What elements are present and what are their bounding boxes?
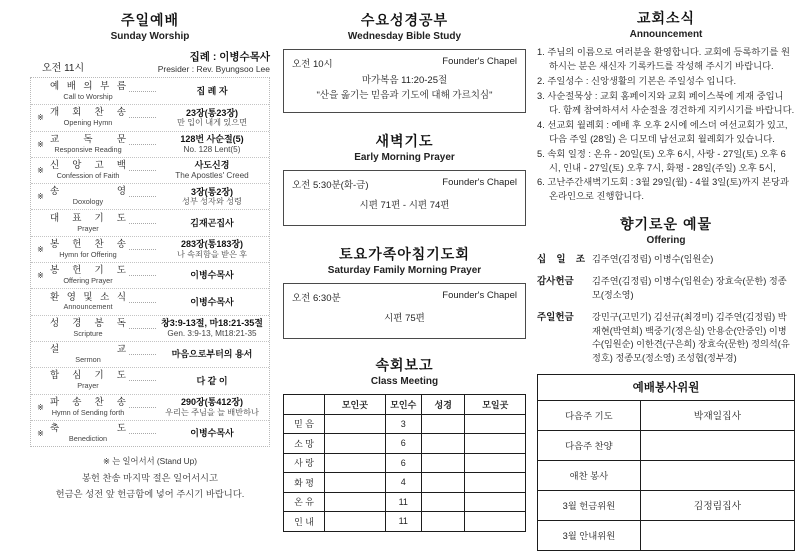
committee-label: 다음주 기도 (538, 400, 641, 430)
item-label-en: Prayer (77, 223, 99, 233)
header-bible: 성경 (421, 394, 465, 414)
dotted-leader (129, 91, 156, 92)
early-box (283, 170, 526, 226)
wednesday-title-en: Wednesday Bible Study (347, 31, 462, 42)
presider (158, 49, 270, 74)
stand-mark: ※ (37, 271, 44, 281)
saturday-box (283, 283, 526, 339)
presider-ko: 집례 : 이병수목사 (189, 51, 270, 63)
worship-row-offering-prayer (31, 262, 269, 288)
early-place: Founder's Chapel (442, 176, 517, 188)
item-label-ko: 합 심 기 도 (50, 370, 126, 382)
item-subvalue: No. 128 Lent(5) (183, 144, 241, 154)
header-blank (284, 394, 325, 414)
saturday-passage: 시편 75편 (384, 312, 425, 324)
item-subvalue: The Apostles' Creed (175, 171, 249, 181)
wednesday-time: 오전 10시 (292, 59, 333, 70)
item-label-ko: 환 영 및 소 식 (50, 291, 126, 303)
item-value: 김재곤집사 (190, 217, 234, 228)
item-value: 283장(통183장) (180, 239, 244, 250)
announcement-item: 5. 속회 일정 : 온유 - 20일(토) 오후 6시, 사랑 - 27일(토) 오후 6시, 인내 - 27일(토) 오후 7시, 화평 - 28일(주일) 오후 5시, (537, 148, 786, 173)
committee-row-next-praise (538, 430, 795, 460)
offering-box-note: 헌금은 성전 앞 헌금함에 넣어 주시기 바랍니다. (55, 489, 245, 500)
class-row-love (284, 453, 526, 473)
dotted-leader (129, 302, 156, 303)
dotted-leader (129, 223, 156, 224)
class-count: 11 (385, 492, 421, 512)
class-name: 온 유 (284, 492, 325, 512)
announcement-list (537, 46, 795, 204)
worship-footnotes (30, 455, 270, 500)
announcement-item: 2. 주일성수 : 신앙생활의 기본은 주일성수 입니다. (537, 75, 737, 86)
news-title-en: Announcement (629, 29, 703, 40)
worship-row-prayer (31, 209, 269, 235)
item-label-ko: 봉 헌 찬 송 (50, 238, 126, 250)
item-label-en: Offering Prayer (63, 276, 113, 286)
committee-row-march-offering (538, 490, 795, 520)
worship-row-united-prayer (31, 367, 269, 393)
announcement-item: 3. 사순절묵상 : 교회 홈페이지와 교회 페이스북에 게재 중입니다. 함께 참여하셔서 사순절을 경건하게 지키시기를 바랍니다. (537, 90, 795, 115)
item-value: 다 같 이 (196, 375, 228, 386)
committee-label: 다음주 찬양 (538, 430, 641, 460)
committee-value: 김정림집사 (640, 490, 794, 520)
dotted-leader (129, 196, 156, 197)
news-section (537, 8, 795, 551)
dotted-leader (129, 407, 156, 408)
offering-label: 십 일 조 (537, 254, 585, 266)
item-value: 이병수목사 (190, 270, 234, 281)
dotted-leader (129, 249, 156, 250)
item-label-ko: 개 회 찬 송 (50, 107, 126, 119)
committee-label: 3월 헌금위원 (538, 490, 641, 520)
dotted-leader (129, 144, 156, 145)
item-label-ko: 송 영 (50, 186, 126, 198)
offering-label: 감사헌금 (537, 276, 574, 288)
offering-names: 김주연(김정림) 이병수(임원순) (592, 254, 714, 265)
wednesday-title-ko: 수요성경공부 (360, 12, 449, 28)
dotted-leader (129, 275, 156, 276)
item-subvalue: 만 입이 내게 있으면 (176, 118, 248, 128)
item-label-en: Prayer (77, 381, 99, 391)
item-value: 이병수목사 (190, 296, 234, 307)
offering-row-thanksgiving (537, 275, 795, 303)
item-subvalue: 나 속죄함을 받은 후 (176, 249, 248, 259)
item-label-ko: 축 도 (50, 423, 126, 435)
midweek-section (283, 10, 526, 545)
offering-row-tithe (537, 253, 795, 267)
committee-label: 애찬 봉사 (538, 460, 641, 490)
item-label-en: Doxology (72, 197, 104, 207)
class-name: 인 내 (284, 512, 325, 532)
offering-section (537, 214, 795, 366)
class-count: 11 (385, 512, 421, 532)
worship-time: 오전 11시 (42, 63, 85, 74)
item-value: 집 례 자 (196, 85, 228, 96)
item-label-ko: 대 표 기 도 (50, 212, 126, 224)
item-label-en: Responsive Reading (54, 144, 122, 154)
header-place-met: 모인곳 (325, 394, 386, 414)
item-value: 사도신경 (194, 160, 230, 171)
wednesday-box (283, 49, 526, 113)
stand-mark: ※ (37, 139, 44, 149)
saturday-family-prayer (283, 244, 526, 339)
class-count: 4 (385, 473, 421, 493)
item-label-en: Confession of Faith (56, 170, 120, 180)
wednesday-place: Founder's Chapel (442, 56, 517, 67)
class-meeting-header-row (284, 394, 526, 414)
class-name: 화 평 (284, 473, 325, 493)
worship-row-benediction (31, 420, 269, 446)
worship-meta (30, 49, 270, 74)
committee-value (640, 430, 794, 460)
item-label-en: Hymn of Sending forth (51, 407, 125, 417)
announcement-item: 4. 선교회 월례회 : 예배 후 오후 2시에 에스더 여선교회가 있고, 다음 주일 (28일) 은 디모데 남선교회 월례회가 있습니다. (537, 119, 788, 144)
dotted-leader (129, 117, 156, 118)
stand-mark: ※ (37, 113, 44, 123)
item-value: 마음으로부터의 용서 (171, 349, 253, 360)
saturday-time: 오전 6:30분 (292, 292, 341, 304)
dotted-leader (129, 354, 156, 355)
item-label-ko: 봉 헌 기 도 (50, 265, 126, 277)
worship-row-opening-hymn (31, 104, 269, 130)
class-meeting-title-en: Class Meeting (370, 375, 439, 387)
item-label-ko: 신 앙 고 백 (50, 160, 126, 172)
class-row-peace (284, 473, 526, 493)
item-label-en: Call to Worship (63, 91, 113, 101)
item-subvalue: 우리는 주님을 늘 배반하나 (165, 407, 259, 417)
committee-value: 박재일집사 (640, 400, 794, 430)
item-label-ko: 파 송 찬 송 (50, 396, 126, 408)
stand-mark: ※ (37, 192, 44, 202)
worship-row-confession-of-faith (31, 157, 269, 183)
news-title-ko: 교회소식 (636, 10, 696, 26)
class-meeting (283, 355, 526, 532)
class-row-patience (284, 512, 526, 532)
offering-title-ko: 향기로운 예물 (619, 216, 713, 233)
early-title-ko: 새벽기도 (375, 132, 434, 149)
worship-row-call-to-worship (31, 78, 269, 104)
dotted-leader (129, 170, 156, 171)
dotted-leader (129, 328, 156, 329)
committee-row-next-prayer (538, 400, 795, 430)
worship-row-sermon (31, 341, 269, 367)
committee-value (640, 460, 794, 490)
dotted-leader (129, 433, 156, 434)
item-label-en: Announcement (63, 302, 113, 312)
early-passage: 시편 71편 - 시편 74편 (359, 199, 450, 211)
offering-names: 강민구(고민기) 김선규(최경미) 김주연(김정림) 박재현(박연희) 백중기(정은실) 안용순(안중인) 이병수(임원순) 이한견(구은희) 장효숙(문한) 정의석(유정호) 정종모(정소영) 조성협(정부경) (592, 311, 790, 364)
worship-row-scripture (31, 315, 269, 341)
worship-row-hymn-for-offering (31, 236, 269, 262)
early-morning-prayer (283, 131, 526, 226)
sunday-worship-section (30, 10, 270, 500)
committee-value (640, 520, 794, 550)
item-label-en: Benediction (68, 433, 108, 443)
class-count: 6 (385, 434, 421, 454)
item-value: 23장(통23장) (185, 107, 239, 118)
item-label-en: Hymn for Offering (59, 249, 117, 259)
saturday-place: Founder's Chapel (442, 289, 517, 301)
class-name: 소 망 (284, 434, 325, 454)
offering-title-en: Offering (646, 235, 686, 247)
header-next-place: 모일곳 (465, 394, 526, 414)
presider-en: Presider : Rev. Byungsoo Lee (157, 64, 270, 74)
worship-row-responsive-reading (31, 131, 269, 157)
announcement-item: 6. 고난주간새벽기도회 : 3월 29일(월) - 4월 3일(토)까지 본당과 온라인으로 진행합니다. (537, 177, 789, 202)
item-label-en: Sermon (75, 355, 101, 365)
stand-mark: ※ (37, 429, 44, 438)
class-row-faith (284, 414, 526, 434)
early-time: 오전 5:30분(화-금) (292, 179, 369, 191)
item-label-en: Scripture (73, 328, 103, 338)
order-of-worship-table (30, 77, 270, 447)
item-label-ko: 예 배 의 부 름 (50, 80, 126, 92)
committee-row-march-usher (538, 520, 795, 550)
item-label-ko: 교 독 문 (50, 133, 126, 145)
worship-title-ko: 주일예배 (120, 12, 180, 28)
worship-title (30, 10, 270, 42)
committee-title: 예배봉사위원 (538, 374, 795, 400)
class-row-hope (284, 434, 526, 454)
wednesday-bible-study (283, 10, 526, 113)
item-value: 3장(통2장) (190, 186, 234, 197)
class-count: 6 (385, 453, 421, 473)
worship-title-en: Sunday Worship (110, 31, 190, 42)
class-meeting-table (283, 394, 526, 532)
worship-committee-table (537, 374, 795, 551)
offering-names: 김주연(김정림) 이병수(임원순) 장효숙(문한) 정종모(정소영) (592, 276, 787, 300)
class-meeting-title-ko: 속회보고 (375, 356, 434, 373)
header-attendance: 모인수 (385, 394, 421, 414)
class-count: 3 (385, 414, 421, 434)
worship-row-sending-hymn (31, 394, 269, 420)
item-subvalue: 성부 성자와 성령 (182, 197, 242, 207)
class-row-gentleness (284, 492, 526, 512)
saturday-title-en: Saturday Family Morning Prayer (327, 264, 482, 276)
worship-row-doxology (31, 183, 269, 209)
item-value: 290장(통412장) (180, 396, 244, 407)
stand-mark: ※ (37, 244, 44, 254)
item-label-ko: 성 경 봉 독 (50, 317, 126, 329)
item-value: 창3:9-13절, 마18:21-35절 (161, 318, 263, 328)
stand-mark: ※ (37, 402, 44, 412)
wednesday-topic: "산을 옮기는 믿음과 기도에 대해 가르치심" (316, 89, 493, 101)
announcement-item: 1. 주님의 이름으로 여러분을 환영합니다. 교회에 등록하기를 원하시는 분은 새신자 기록카드를 작성해 주시기 바랍니다. (537, 47, 790, 71)
church-news (537, 8, 795, 204)
dotted-leader (129, 380, 156, 381)
stand-up-note: ※ 는 일어서서 (Stand Up) (102, 456, 198, 467)
class-name: 사 랑 (284, 453, 325, 473)
item-label-en: Opening Hymn (63, 118, 113, 128)
offering-row-sunday (537, 311, 795, 366)
offering-label: 주일헌금 (537, 311, 574, 323)
wednesday-passage: 마가복음 11:20-25절 (361, 75, 448, 86)
item-value: 이병수목사 (190, 428, 234, 439)
offering-hymn-note: 봉헌 찬송 마지막 절은 일어서시고 (81, 473, 219, 484)
item-value: 128번 사순절(5) (180, 133, 244, 144)
early-title-en: Early Morning Prayer (354, 151, 455, 163)
saturday-title-ko: 토요가족아침기도회 (339, 245, 470, 262)
item-label-ko: 설 교 (50, 344, 126, 356)
committee-label: 3월 안내위원 (538, 520, 641, 550)
worship-row-announcement (31, 288, 269, 314)
item-subvalue: Gen. 3:9-13, Mt18:21-35 (167, 328, 257, 338)
committee-row-love-feast (538, 460, 795, 490)
stand-mark: ※ (37, 166, 44, 176)
class-name: 믿 음 (284, 414, 325, 434)
